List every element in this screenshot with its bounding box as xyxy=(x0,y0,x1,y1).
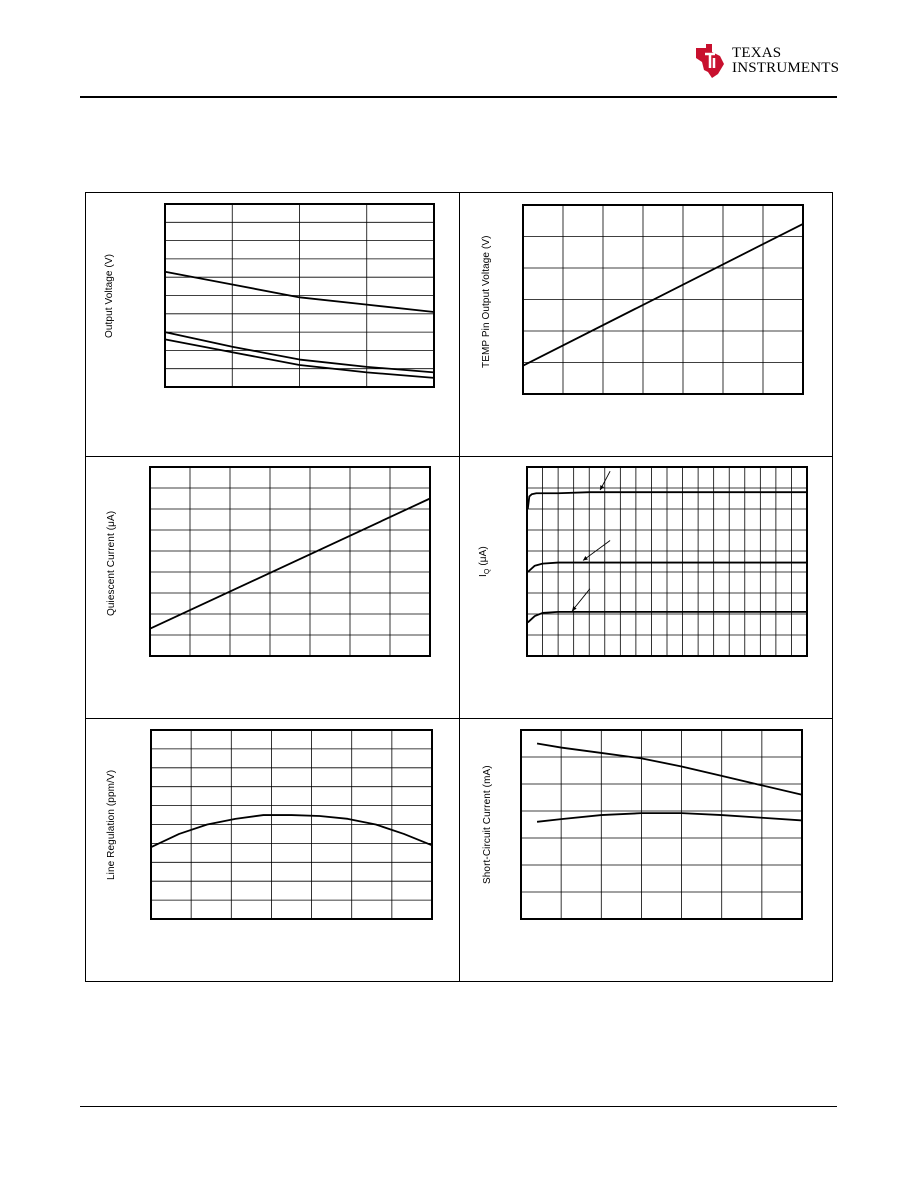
chart2-ylabel: TEMP Pin Output Voltage (V) xyxy=(481,235,492,368)
series-line-1 xyxy=(150,499,430,629)
ti-state-logo-icon xyxy=(690,40,730,80)
chart6-ylabel: Short-Circuit Current (mA) xyxy=(482,765,493,884)
figure-grid-divider-row2 xyxy=(85,718,833,719)
logo-line2: INSTRUMENTS xyxy=(732,60,840,76)
chart4-ylabel-unit: (μA) xyxy=(478,546,489,569)
series-line-2 xyxy=(537,813,802,822)
logo-text xyxy=(732,46,839,76)
chart-output-voltage xyxy=(165,204,434,387)
chart4-ylabel-main: I xyxy=(478,574,489,577)
chart-short-circuit-current xyxy=(521,730,802,919)
figure-grid-divider-vertical xyxy=(459,192,460,982)
series-line-1 xyxy=(151,815,432,847)
chart4-ylabel xyxy=(478,546,491,577)
chart3-ylabel: Quiescent Current (μA) xyxy=(106,510,117,616)
chart5-ylabel: Line Regulation (ppm/V) xyxy=(106,769,117,880)
series-line-1 xyxy=(537,744,802,795)
chart-iq xyxy=(527,467,807,656)
annotation-arrowhead-2 xyxy=(583,556,588,560)
ti-logo xyxy=(690,40,840,84)
plot-frame xyxy=(150,467,430,656)
plot-frame xyxy=(521,730,802,919)
footer-rule xyxy=(80,1106,837,1107)
chart4-ylabel-sub: Q xyxy=(484,568,491,575)
chart-temp-pin-output-voltage xyxy=(523,205,803,394)
chart1-ylabel: Output Voltage (V) xyxy=(104,253,115,338)
chart-line-regulation xyxy=(151,730,432,919)
header-rule xyxy=(80,96,837,98)
series-line-1 xyxy=(523,224,803,366)
logo-line1: TEXAS xyxy=(732,45,782,61)
annotation-arrow-2 xyxy=(583,541,610,561)
figure-grid-divider-row1 xyxy=(85,456,833,457)
chart-quiescent-current xyxy=(150,467,430,656)
